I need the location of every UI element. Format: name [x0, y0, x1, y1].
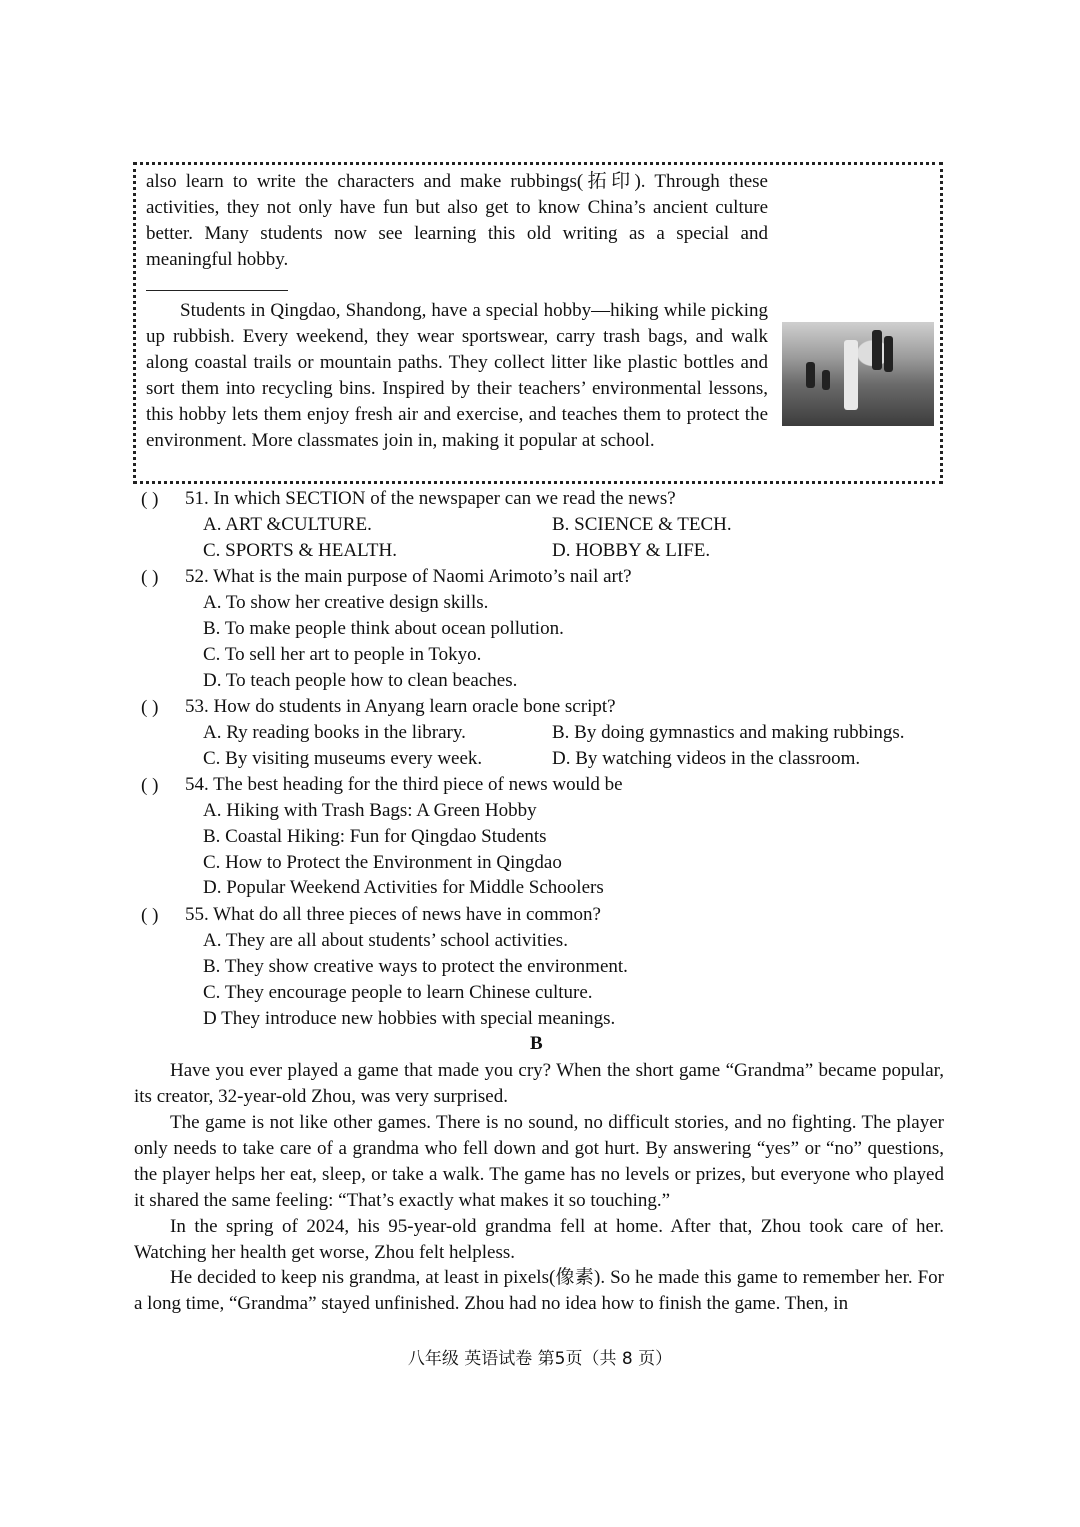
q54-option-b[interactable]: B. Coastal Hiking: Fun for Qingdao Students [203, 826, 547, 847]
q53-option-a[interactable]: A. Ry reading books in the library. [203, 722, 466, 743]
passage-b-paragraph-1: Have you ever played a game that made you cry? When the short game “Grandma” became popular, its creator, 32-year-old Zhou, was very surprised. [134, 1060, 944, 1107]
answer-blank-55[interactable]: ( ) [141, 905, 159, 926]
page-footer: 八年级 英语试卷 第5页（共 8 页） [407, 1349, 673, 1369]
q53-option-d[interactable]: D. By watching videos in the classroom. [552, 748, 861, 769]
hiking-photo [782, 322, 934, 426]
passage-b-paragraph-2: The game is not like other games. There is no sound, no difficult stories, and no fighting. The player only needs to take care of a grandma who fell down and got hurt. By answering “yes” or “no” questions, the player helps her eat, sleep, or take a walk. The game has no levels or prizes, but everyone who played it shared the same feeling: “That’s exactly what makes it so touching.” [134, 1112, 944, 1211]
q52-option-d[interactable]: D. To teach people how to clean beaches. [203, 670, 518, 691]
box-paragraph-2: Students in Qingdao, Shandong, have a special hobby—hiking while picking up rubbish. Every weekend, they wear sportswear, carry trash bags, and walk along coastal trails or mountain paths. They collect litter like plastic bottles and sort them into recycling bins. Inspired by their teachers’ environmental lessons, this hobby lets them enjoy fresh air and exercise, and teaches them to protect the environment. More classmates join in, making it popular at school. [146, 300, 768, 451]
answer-blank-53[interactable]: ( ) [141, 697, 159, 718]
q54-option-d[interactable]: D. Popular Weekend Activities for Middle Schoolers [203, 877, 604, 898]
q55-option-b[interactable]: B. They show creative ways to protect the environment. [203, 956, 628, 977]
q52-option-a[interactable]: A. To show her creative design skills. [203, 592, 489, 613]
q55-option-c[interactable]: C. They encourage people to learn Chinese culture. [203, 982, 593, 1003]
answer-blank-52[interactable]: ( ) [141, 567, 159, 588]
divider [146, 290, 288, 291]
passage-b-paragraph-4: He decided to keep nis grandma, at least in pixels(像素). So he made this game to remember her. For a long time, “Grandma” stayed unfinished. Zhou had no idea how to finish the game. Then, in [134, 1267, 944, 1314]
answer-blank-54[interactable]: ( ) [141, 775, 159, 796]
q53-option-c[interactable]: C. By visiting museums every week. [203, 748, 483, 769]
q54-option-a[interactable]: A. Hiking with Trash Bags: A Green Hobby [203, 800, 537, 821]
q54-option-c[interactable]: C. How to Protect the Environment in Qingdao [203, 852, 562, 873]
question-51-stem: 51. In which SECTION of the newspaper can we read the news? [185, 488, 676, 509]
q55-option-a[interactable]: A. They are all about students’ school activities. [203, 930, 568, 951]
question-52-stem: 52. What is the main purpose of Naomi Arimoto’s nail art? [185, 566, 632, 587]
q51-option-d[interactable]: D. HOBBY & LIFE. [552, 540, 711, 561]
question-53-stem: 53. How do students in Anyang learn oracle bone script? [185, 696, 616, 717]
section-b-title: B [530, 1033, 543, 1054]
q51-option-a[interactable]: A. ART &CULTURE. [203, 514, 372, 535]
q52-option-c[interactable]: C. To sell her art to people in Tokyo. [203, 644, 482, 665]
q52-option-b[interactable]: B. To make people think about ocean pollution. [203, 618, 564, 639]
q53-option-b[interactable]: B. By doing gymnastics and making rubbings. [552, 722, 905, 743]
q55-option-d[interactable]: D They introduce new hobbies with special meanings. [203, 1008, 616, 1029]
answer-blank-51[interactable]: ( ) [141, 489, 159, 510]
q51-option-c[interactable]: C. SPORTS & HEALTH. [203, 540, 397, 561]
question-54-stem: 54. The best heading for the third piece of news would be [185, 774, 623, 795]
box-paragraph-1: also learn to write the characters and make rubbings(拓印). Through these activities, they not only have fun but also get to know China’s ancient culture better. Many students now see learning this old writing as a special and meaningful hobby. [146, 171, 768, 270]
question-55-stem: 55. What do all three pieces of news have in common? [185, 904, 601, 925]
q51-option-b[interactable]: B. SCIENCE & TECH. [552, 514, 732, 535]
passage-b-paragraph-3: In the spring of 2024, his 95-year-old grandma fell at home. After that, Zhou took care of her. Watching her health get worse, Zhou felt helpless. [134, 1216, 944, 1263]
